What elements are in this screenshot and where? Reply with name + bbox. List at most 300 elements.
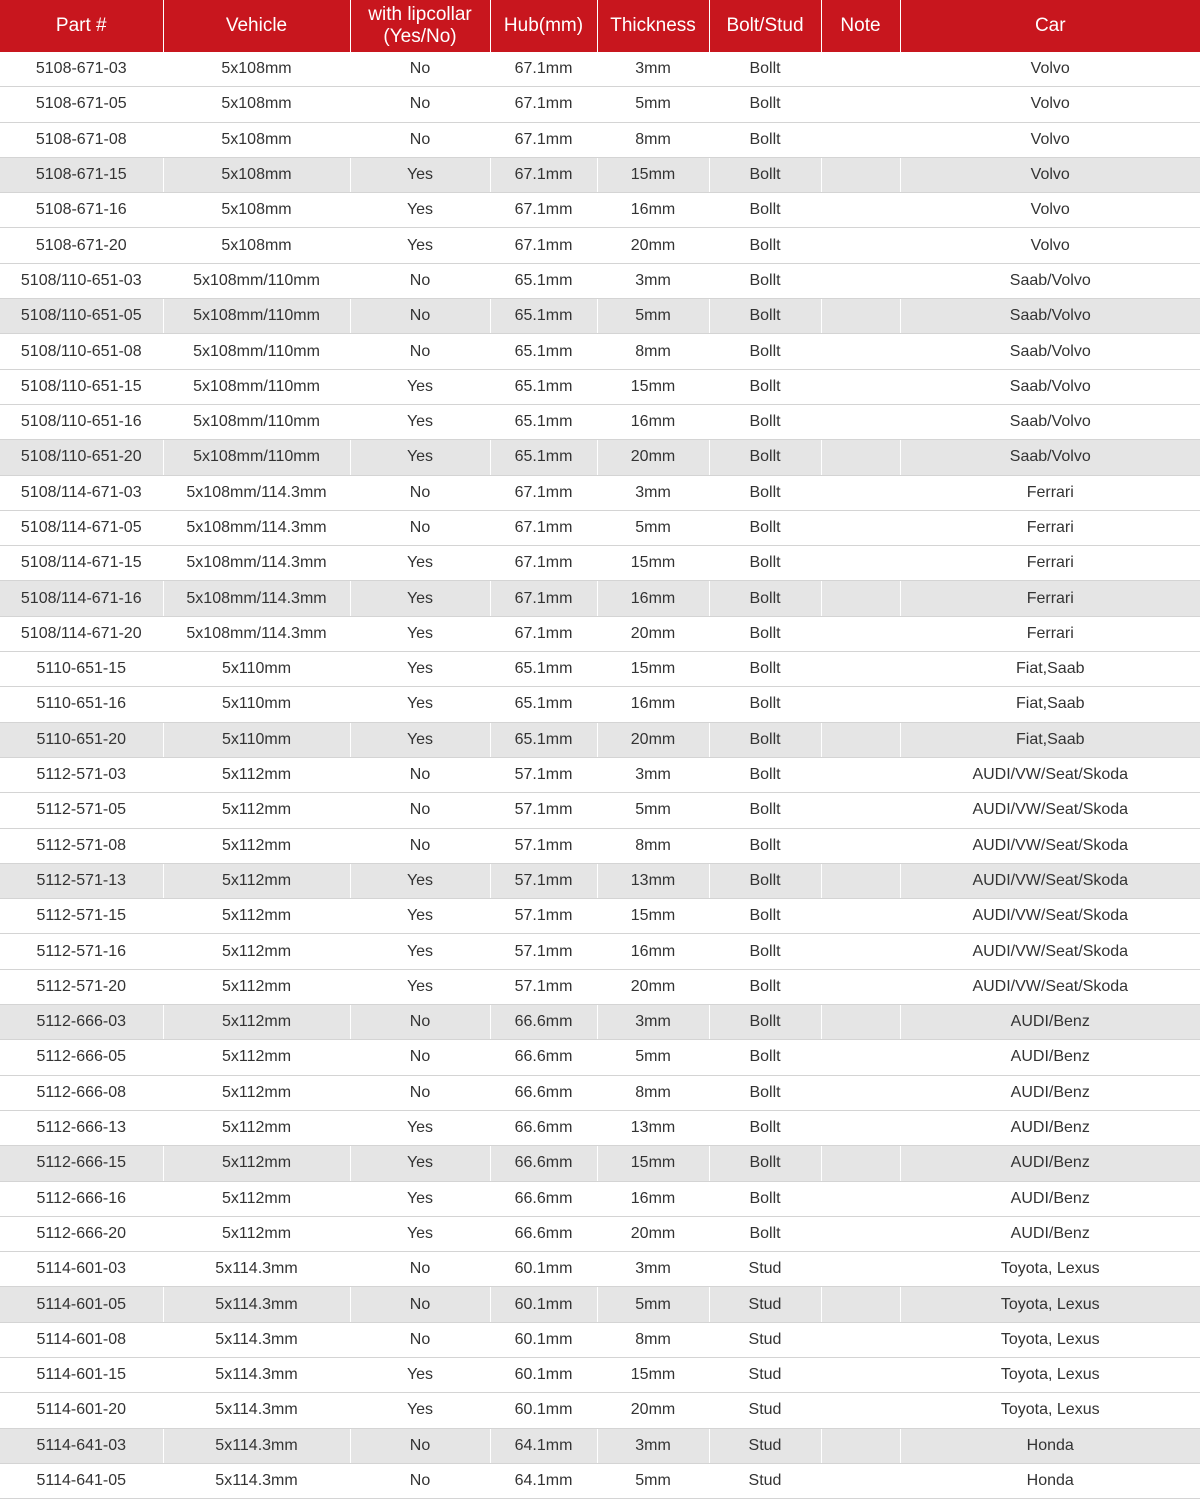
cell-lipcollar: No bbox=[350, 52, 490, 87]
table-row bbox=[0, 899, 1200, 934]
cell-hub: 67.1mm bbox=[490, 546, 597, 581]
cell-note bbox=[821, 581, 900, 616]
cell-lipcollar: No bbox=[350, 87, 490, 122]
cell-lipcollar: Yes bbox=[350, 1110, 490, 1145]
cell-thickness: 3mm bbox=[597, 1005, 709, 1040]
cell-lipcollar: Yes bbox=[350, 1146, 490, 1181]
cell-part-number: 5114-601-08 bbox=[0, 1322, 163, 1357]
cell-car: AUDI/Benz bbox=[900, 1181, 1200, 1216]
cell-note bbox=[821, 899, 900, 934]
cell-thickness: 20mm bbox=[597, 616, 709, 651]
cell-car: AUDI/VW/Seat/Skoda bbox=[900, 828, 1200, 863]
cell-car: AUDI/Benz bbox=[900, 1040, 1200, 1075]
cell-car: Fiat,Saab bbox=[900, 652, 1200, 687]
cell-note bbox=[821, 52, 900, 87]
cell-hub: 67.1mm bbox=[490, 157, 597, 192]
cell-lipcollar: Yes bbox=[350, 157, 490, 192]
table-row bbox=[0, 1216, 1200, 1251]
cell-bolt-stud: Bollt bbox=[709, 1040, 821, 1075]
cell-thickness: 13mm bbox=[597, 863, 709, 898]
cell-lipcollar: No bbox=[350, 757, 490, 792]
table-row bbox=[0, 1357, 1200, 1392]
cell-hub: 65.1mm bbox=[490, 299, 597, 334]
table-row bbox=[0, 475, 1200, 510]
cell-note bbox=[821, 1146, 900, 1181]
table-row bbox=[0, 616, 1200, 651]
table-row bbox=[0, 87, 1200, 122]
cell-lipcollar: Yes bbox=[350, 1216, 490, 1251]
cell-note bbox=[821, 228, 900, 263]
cell-thickness: 3mm bbox=[597, 1252, 709, 1287]
cell-hub: 67.1mm bbox=[490, 228, 597, 263]
cell-part-number: 5108-671-20 bbox=[0, 228, 163, 263]
cell-part-number: 5112-666-15 bbox=[0, 1146, 163, 1181]
cell-hub: 65.1mm bbox=[490, 334, 597, 369]
cell-lipcollar: No bbox=[350, 1463, 490, 1498]
cell-car: Volvo bbox=[900, 157, 1200, 192]
table-row bbox=[0, 1287, 1200, 1322]
cell-part-number: 5108/110-651-15 bbox=[0, 369, 163, 404]
cell-lipcollar: Yes bbox=[350, 863, 490, 898]
table-row bbox=[0, 1040, 1200, 1075]
cell-vehicle: 5x112mm bbox=[163, 1110, 350, 1145]
cell-lipcollar: Yes bbox=[350, 652, 490, 687]
cell-hub: 67.1mm bbox=[490, 510, 597, 545]
table-row bbox=[0, 193, 1200, 228]
cell-hub: 60.1mm bbox=[490, 1252, 597, 1287]
cell-hub: 65.1mm bbox=[490, 369, 597, 404]
cell-hub: 57.1mm bbox=[490, 899, 597, 934]
cell-hub: 66.6mm bbox=[490, 1005, 597, 1040]
cell-bolt-stud: Bollt bbox=[709, 122, 821, 157]
cell-hub: 66.6mm bbox=[490, 1075, 597, 1110]
table-row bbox=[0, 157, 1200, 192]
cell-car: AUDI/VW/Seat/Skoda bbox=[900, 757, 1200, 792]
cell-car: Saab/Volvo bbox=[900, 263, 1200, 298]
cell-note bbox=[821, 299, 900, 334]
cell-lipcollar: Yes bbox=[350, 404, 490, 439]
table-row bbox=[0, 369, 1200, 404]
cell-thickness: 3mm bbox=[597, 263, 709, 298]
cell-bolt-stud: Bollt bbox=[709, 652, 821, 687]
cell-bolt-stud: Bollt bbox=[709, 299, 821, 334]
cell-part-number: 5108/114-671-20 bbox=[0, 616, 163, 651]
cell-hub: 57.1mm bbox=[490, 757, 597, 792]
cell-bolt-stud: Bollt bbox=[709, 263, 821, 298]
cell-part-number: 5114-641-05 bbox=[0, 1463, 163, 1498]
cell-car: Fiat,Saab bbox=[900, 687, 1200, 722]
cell-part-number: 5108/110-651-08 bbox=[0, 334, 163, 369]
cell-car: Volvo bbox=[900, 87, 1200, 122]
cell-hub: 67.1mm bbox=[490, 87, 597, 122]
cell-bolt-stud: Bollt bbox=[709, 228, 821, 263]
table-row bbox=[0, 722, 1200, 757]
cell-car: Honda bbox=[900, 1463, 1200, 1498]
cell-bolt-stud: Bollt bbox=[709, 369, 821, 404]
cell-hub: 66.6mm bbox=[490, 1110, 597, 1145]
cell-vehicle: 5x114.3mm bbox=[163, 1357, 350, 1392]
cell-car: AUDI/VW/Seat/Skoda bbox=[900, 969, 1200, 1004]
cell-part-number: 5108/110-651-16 bbox=[0, 404, 163, 439]
cell-car: AUDI/Benz bbox=[900, 1216, 1200, 1251]
cell-note bbox=[821, 1040, 900, 1075]
cell-lipcollar: No bbox=[350, 475, 490, 510]
cell-bolt-stud: Bollt bbox=[709, 687, 821, 722]
table-row bbox=[0, 440, 1200, 475]
cell-part-number: 5112-666-03 bbox=[0, 1005, 163, 1040]
cell-vehicle: 5x108mm bbox=[163, 157, 350, 192]
cell-bolt-stud: Stud bbox=[709, 1463, 821, 1498]
cell-hub: 57.1mm bbox=[490, 969, 597, 1004]
cell-part-number: 5112-571-13 bbox=[0, 863, 163, 898]
cell-car: Ferrari bbox=[900, 581, 1200, 616]
cell-thickness: 8mm bbox=[597, 1322, 709, 1357]
cell-hub: 60.1mm bbox=[490, 1357, 597, 1392]
cell-hub: 60.1mm bbox=[490, 1322, 597, 1357]
cell-part-number: 5112-666-20 bbox=[0, 1216, 163, 1251]
table-row bbox=[0, 1110, 1200, 1145]
cell-thickness: 15mm bbox=[597, 899, 709, 934]
cell-thickness: 3mm bbox=[597, 1428, 709, 1463]
cell-note bbox=[821, 863, 900, 898]
cell-car: Volvo bbox=[900, 52, 1200, 87]
cell-bolt-stud: Bollt bbox=[709, 1181, 821, 1216]
cell-thickness: 16mm bbox=[597, 193, 709, 228]
cell-hub: 66.6mm bbox=[490, 1040, 597, 1075]
cell-thickness: 8mm bbox=[597, 828, 709, 863]
cell-part-number: 5112-666-16 bbox=[0, 1181, 163, 1216]
cell-hub: 57.1mm bbox=[490, 793, 597, 828]
cell-note bbox=[821, 1216, 900, 1251]
cell-part-number: 5108-671-08 bbox=[0, 122, 163, 157]
table-row bbox=[0, 404, 1200, 439]
cell-lipcollar: Yes bbox=[350, 1393, 490, 1428]
column-header-note: Note bbox=[821, 0, 900, 52]
cell-vehicle: 5x112mm bbox=[163, 1075, 350, 1110]
cell-thickness: 8mm bbox=[597, 334, 709, 369]
cell-vehicle: 5x112mm bbox=[163, 863, 350, 898]
cell-lipcollar: Yes bbox=[350, 193, 490, 228]
table-row bbox=[0, 1181, 1200, 1216]
cell-thickness: 20mm bbox=[597, 440, 709, 475]
cell-thickness: 15mm bbox=[597, 157, 709, 192]
table-row bbox=[0, 652, 1200, 687]
cell-car: Honda bbox=[900, 1428, 1200, 1463]
cell-bolt-stud: Stud bbox=[709, 1428, 821, 1463]
table-row bbox=[0, 1463, 1200, 1498]
cell-note bbox=[821, 722, 900, 757]
cell-vehicle: 5x114.3mm bbox=[163, 1322, 350, 1357]
cell-bolt-stud: Bollt bbox=[709, 440, 821, 475]
cell-part-number: 5114-641-03 bbox=[0, 1428, 163, 1463]
table-row bbox=[0, 1393, 1200, 1428]
cell-part-number: 5108/114-671-05 bbox=[0, 510, 163, 545]
column-header-thickness: Thickness bbox=[597, 0, 709, 52]
cell-note bbox=[821, 1005, 900, 1040]
cell-vehicle: 5x108mm/114.3mm bbox=[163, 475, 350, 510]
cell-bolt-stud: Bollt bbox=[709, 510, 821, 545]
cell-note bbox=[821, 1181, 900, 1216]
cell-hub: 60.1mm bbox=[490, 1287, 597, 1322]
cell-thickness: 16mm bbox=[597, 687, 709, 722]
cell-lipcollar: Yes bbox=[350, 1181, 490, 1216]
cell-vehicle: 5x108mm bbox=[163, 228, 350, 263]
cell-part-number: 5110-651-15 bbox=[0, 652, 163, 687]
cell-thickness: 16mm bbox=[597, 1181, 709, 1216]
table-header bbox=[0, 0, 1200, 52]
cell-lipcollar: No bbox=[350, 334, 490, 369]
cell-vehicle: 5x110mm bbox=[163, 687, 350, 722]
cell-bolt-stud: Bollt bbox=[709, 616, 821, 651]
cell-note bbox=[821, 828, 900, 863]
table-row bbox=[0, 299, 1200, 334]
cell-car: Saab/Volvo bbox=[900, 369, 1200, 404]
cell-vehicle: 5x112mm bbox=[163, 1216, 350, 1251]
cell-part-number: 5112-571-08 bbox=[0, 828, 163, 863]
cell-thickness: 20mm bbox=[597, 969, 709, 1004]
cell-lipcollar: Yes bbox=[350, 899, 490, 934]
cell-thickness: 20mm bbox=[597, 1393, 709, 1428]
cell-hub: 66.6mm bbox=[490, 1181, 597, 1216]
cell-note bbox=[821, 334, 900, 369]
cell-vehicle: 5x108mm/114.3mm bbox=[163, 581, 350, 616]
cell-hub: 64.1mm bbox=[490, 1428, 597, 1463]
header-row bbox=[0, 0, 1200, 52]
cell-thickness: 15mm bbox=[597, 652, 709, 687]
table-row bbox=[0, 581, 1200, 616]
table-body bbox=[0, 52, 1200, 1499]
cell-hub: 57.1mm bbox=[490, 828, 597, 863]
cell-thickness: 5mm bbox=[597, 793, 709, 828]
cell-vehicle: 5x112mm bbox=[163, 934, 350, 969]
table-row bbox=[0, 1252, 1200, 1287]
cell-lipcollar: Yes bbox=[350, 722, 490, 757]
cell-note bbox=[821, 157, 900, 192]
cell-part-number: 5112-571-16 bbox=[0, 934, 163, 969]
cell-vehicle: 5x110mm bbox=[163, 722, 350, 757]
cell-hub: 65.1mm bbox=[490, 687, 597, 722]
cell-car: Toyota, Lexus bbox=[900, 1357, 1200, 1392]
cell-bolt-stud: Stud bbox=[709, 1252, 821, 1287]
cell-vehicle: 5x112mm bbox=[163, 1040, 350, 1075]
cell-part-number: 5112-666-13 bbox=[0, 1110, 163, 1145]
cell-vehicle: 5x112mm bbox=[163, 828, 350, 863]
column-header-lipcollar: with lipcollar (Yes/No) bbox=[350, 0, 490, 52]
cell-lipcollar: Yes bbox=[350, 581, 490, 616]
cell-part-number: 5108/114-671-16 bbox=[0, 581, 163, 616]
cell-part-number: 5108-671-16 bbox=[0, 193, 163, 228]
cell-part-number: 5114-601-03 bbox=[0, 1252, 163, 1287]
cell-part-number: 5112-571-03 bbox=[0, 757, 163, 792]
cell-thickness: 13mm bbox=[597, 1110, 709, 1145]
cell-part-number: 5110-651-20 bbox=[0, 722, 163, 757]
cell-vehicle: 5x108mm/114.3mm bbox=[163, 510, 350, 545]
cell-thickness: 5mm bbox=[597, 1463, 709, 1498]
table-row bbox=[0, 1005, 1200, 1040]
cell-thickness: 5mm bbox=[597, 1040, 709, 1075]
cell-bolt-stud: Bollt bbox=[709, 157, 821, 192]
cell-car: Toyota, Lexus bbox=[900, 1252, 1200, 1287]
cell-hub: 67.1mm bbox=[490, 193, 597, 228]
cell-thickness: 16mm bbox=[597, 404, 709, 439]
cell-vehicle: 5x114.3mm bbox=[163, 1287, 350, 1322]
cell-part-number: 5108-671-03 bbox=[0, 52, 163, 87]
cell-car: Toyota, Lexus bbox=[900, 1287, 1200, 1322]
cell-car: AUDI/Benz bbox=[900, 1110, 1200, 1145]
cell-lipcollar: No bbox=[350, 1428, 490, 1463]
cell-thickness: 3mm bbox=[597, 475, 709, 510]
cell-part-number: 5108/110-651-05 bbox=[0, 299, 163, 334]
cell-part-number: 5114-601-05 bbox=[0, 1287, 163, 1322]
cell-hub: 60.1mm bbox=[490, 1393, 597, 1428]
table-row bbox=[0, 546, 1200, 581]
cell-car: AUDI/VW/Seat/Skoda bbox=[900, 793, 1200, 828]
cell-bolt-stud: Bollt bbox=[709, 828, 821, 863]
table-row bbox=[0, 934, 1200, 969]
cell-note bbox=[821, 122, 900, 157]
cell-note bbox=[821, 1428, 900, 1463]
cell-car: Volvo bbox=[900, 122, 1200, 157]
cell-bolt-stud: Bollt bbox=[709, 546, 821, 581]
cell-note bbox=[821, 263, 900, 298]
table-row bbox=[0, 510, 1200, 545]
cell-lipcollar: Yes bbox=[350, 369, 490, 404]
cell-thickness: 5mm bbox=[597, 87, 709, 122]
cell-bolt-stud: Bollt bbox=[709, 1005, 821, 1040]
table-row bbox=[0, 863, 1200, 898]
cell-note bbox=[821, 652, 900, 687]
cell-note bbox=[821, 369, 900, 404]
cell-vehicle: 5x114.3mm bbox=[163, 1428, 350, 1463]
cell-lipcollar: No bbox=[350, 1040, 490, 1075]
cell-vehicle: 5x108mm/110mm bbox=[163, 299, 350, 334]
cell-car: Saab/Volvo bbox=[900, 404, 1200, 439]
cell-note bbox=[821, 87, 900, 122]
cell-note bbox=[821, 440, 900, 475]
cell-part-number: 5112-571-15 bbox=[0, 899, 163, 934]
cell-note bbox=[821, 1075, 900, 1110]
cell-note bbox=[821, 1393, 900, 1428]
cell-bolt-stud: Bollt bbox=[709, 793, 821, 828]
table-row bbox=[0, 757, 1200, 792]
cell-car: Saab/Volvo bbox=[900, 440, 1200, 475]
cell-part-number: 5108/114-671-03 bbox=[0, 475, 163, 510]
table-row bbox=[0, 1075, 1200, 1110]
cell-car: Ferrari bbox=[900, 475, 1200, 510]
cell-part-number: 5108/110-651-20 bbox=[0, 440, 163, 475]
cell-bolt-stud: Bollt bbox=[709, 863, 821, 898]
table-row bbox=[0, 1146, 1200, 1181]
cell-bolt-stud: Bollt bbox=[709, 334, 821, 369]
cell-car: AUDI/Benz bbox=[900, 1005, 1200, 1040]
cell-bolt-stud: Bollt bbox=[709, 1216, 821, 1251]
cell-car: Ferrari bbox=[900, 546, 1200, 581]
cell-part-number: 5108-671-05 bbox=[0, 87, 163, 122]
cell-bolt-stud: Bollt bbox=[709, 87, 821, 122]
cell-hub: 67.1mm bbox=[490, 581, 597, 616]
cell-lipcollar: No bbox=[350, 793, 490, 828]
cell-note bbox=[821, 1322, 900, 1357]
cell-bolt-stud: Bollt bbox=[709, 757, 821, 792]
cell-thickness: 5mm bbox=[597, 510, 709, 545]
cell-note bbox=[821, 1463, 900, 1498]
cell-vehicle: 5x112mm bbox=[163, 899, 350, 934]
cell-vehicle: 5x110mm bbox=[163, 652, 350, 687]
cell-vehicle: 5x112mm bbox=[163, 1005, 350, 1040]
cell-bolt-stud: Stud bbox=[709, 1322, 821, 1357]
cell-lipcollar: No bbox=[350, 1322, 490, 1357]
cell-hub: 66.6mm bbox=[490, 1216, 597, 1251]
cell-lipcollar: No bbox=[350, 263, 490, 298]
cell-car: Toyota, Lexus bbox=[900, 1322, 1200, 1357]
cell-lipcollar: Yes bbox=[350, 546, 490, 581]
cell-note bbox=[821, 1110, 900, 1145]
cell-lipcollar: Yes bbox=[350, 1357, 490, 1392]
table-row bbox=[0, 793, 1200, 828]
cell-note bbox=[821, 510, 900, 545]
cell-vehicle: 5x112mm bbox=[163, 1181, 350, 1216]
cell-part-number: 5112-666-05 bbox=[0, 1040, 163, 1075]
cell-hub: 65.1mm bbox=[490, 263, 597, 298]
cell-car: AUDI/Benz bbox=[900, 1146, 1200, 1181]
cell-bolt-stud: Bollt bbox=[709, 52, 821, 87]
cell-lipcollar: Yes bbox=[350, 934, 490, 969]
cell-thickness: 8mm bbox=[597, 1075, 709, 1110]
cell-vehicle: 5x114.3mm bbox=[163, 1463, 350, 1498]
cell-car: Volvo bbox=[900, 193, 1200, 228]
cell-hub: 65.1mm bbox=[490, 722, 597, 757]
cell-thickness: 20mm bbox=[597, 1216, 709, 1251]
cell-vehicle: 5x112mm bbox=[163, 793, 350, 828]
column-header-bolt-stud: Bolt/Stud bbox=[709, 0, 821, 52]
column-header-hub: Hub(mm) bbox=[490, 0, 597, 52]
cell-note bbox=[821, 687, 900, 722]
cell-hub: 65.1mm bbox=[490, 440, 597, 475]
cell-thickness: 15mm bbox=[597, 546, 709, 581]
cell-note bbox=[821, 969, 900, 1004]
cell-vehicle: 5x108mm bbox=[163, 122, 350, 157]
cell-thickness: 3mm bbox=[597, 52, 709, 87]
cell-bolt-stud: Bollt bbox=[709, 1110, 821, 1145]
cell-thickness: 8mm bbox=[597, 122, 709, 157]
cell-note bbox=[821, 616, 900, 651]
column-header-part-number: Part # bbox=[0, 0, 163, 52]
cell-thickness: 3mm bbox=[597, 757, 709, 792]
cell-hub: 65.1mm bbox=[490, 652, 597, 687]
table-row bbox=[0, 52, 1200, 87]
cell-lipcollar: No bbox=[350, 1252, 490, 1287]
cell-vehicle: 5x108mm bbox=[163, 52, 350, 87]
cell-bolt-stud: Stud bbox=[709, 1287, 821, 1322]
cell-lipcollar: No bbox=[350, 122, 490, 157]
cell-hub: 67.1mm bbox=[490, 616, 597, 651]
cell-thickness: 15mm bbox=[597, 369, 709, 404]
table-row bbox=[0, 828, 1200, 863]
cell-bolt-stud: Bollt bbox=[709, 475, 821, 510]
cell-vehicle: 5x108mm/110mm bbox=[163, 440, 350, 475]
cell-bolt-stud: Bollt bbox=[709, 1146, 821, 1181]
cell-vehicle: 5x108mm/110mm bbox=[163, 404, 350, 439]
table-row bbox=[0, 969, 1200, 1004]
cell-part-number: 5108-671-15 bbox=[0, 157, 163, 192]
cell-car: Fiat,Saab bbox=[900, 722, 1200, 757]
table-row bbox=[0, 1428, 1200, 1463]
cell-thickness: 5mm bbox=[597, 299, 709, 334]
cell-note bbox=[821, 1252, 900, 1287]
cell-car: Volvo bbox=[900, 228, 1200, 263]
cell-note bbox=[821, 934, 900, 969]
cell-bolt-stud: Bollt bbox=[709, 581, 821, 616]
